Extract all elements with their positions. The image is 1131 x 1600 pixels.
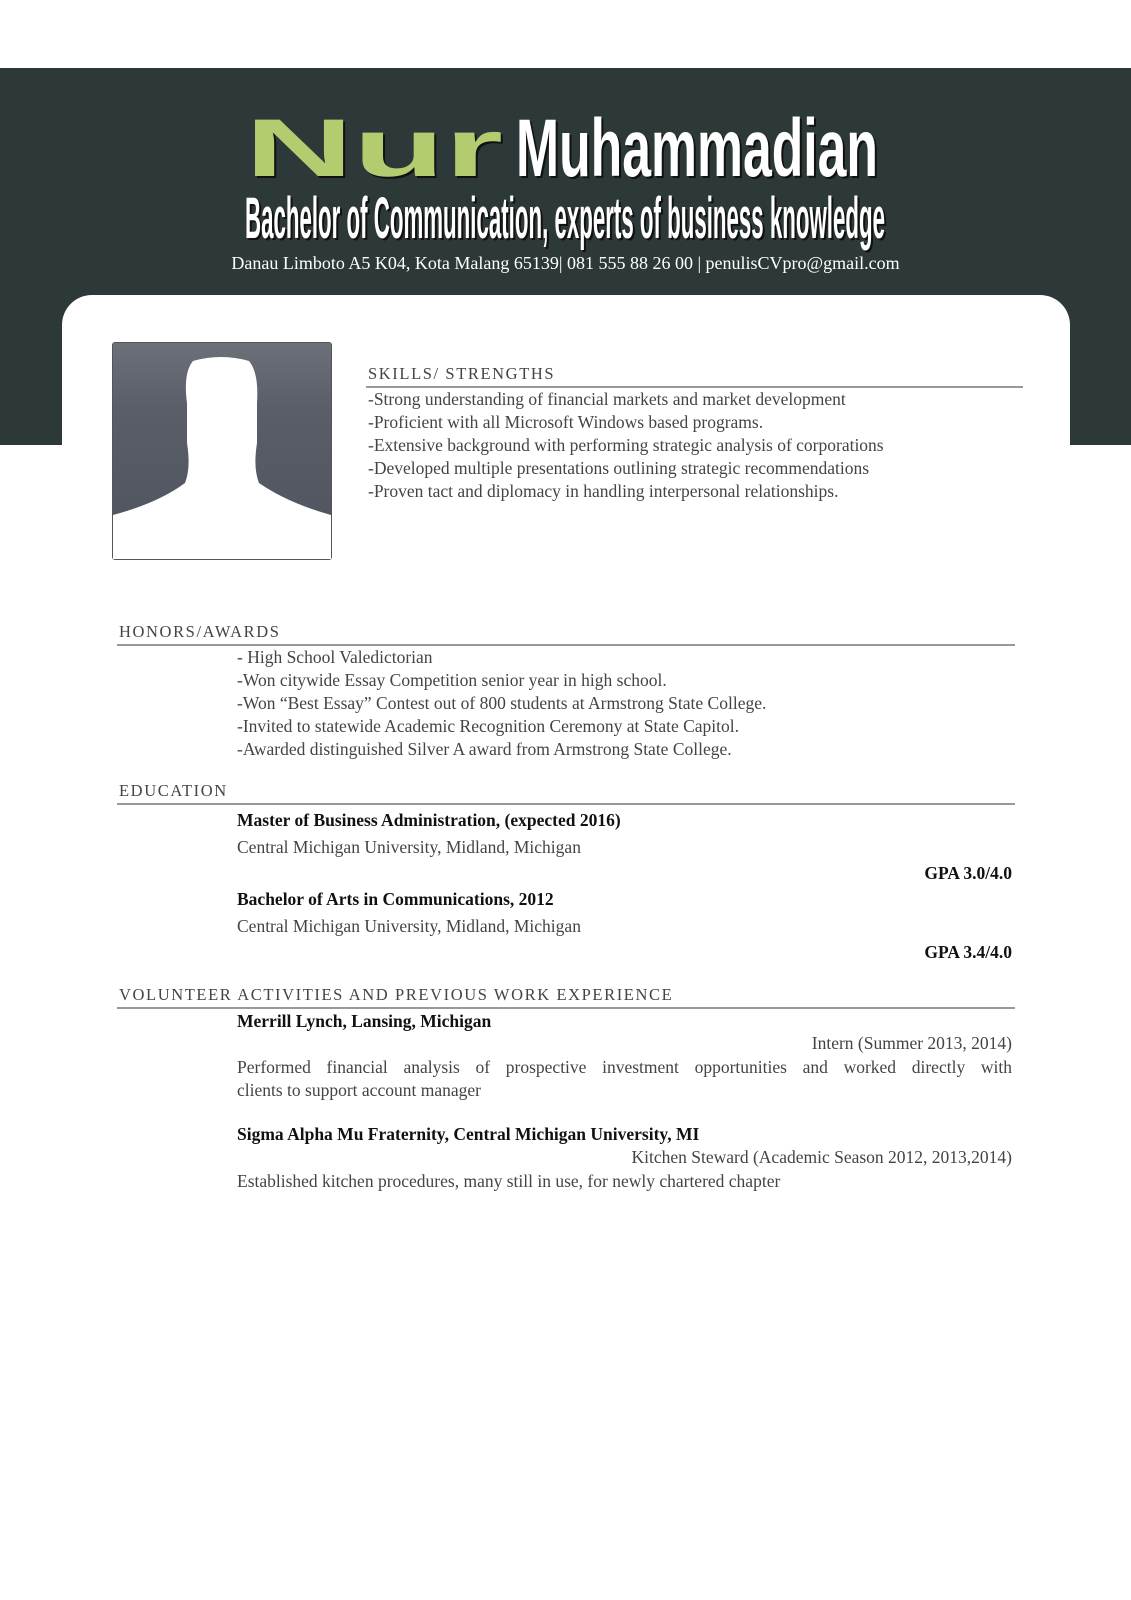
honor-item: -Invited to statewide Academic Recognition Ceremony at State Capitol. [237, 716, 740, 736]
description: Performed financial analysis of prospective investment opportunities and worked directly with [237, 1057, 1012, 1077]
skill-item: -Developed multiple presentations outlining strategic recommendations [368, 458, 870, 478]
last-name: Muhammadian [516, 103, 878, 194]
avatar-silhouette-icon [113, 343, 331, 559]
skill-item: -Proficient with all Microsoft Windows based programs. [368, 412, 764, 432]
skill-item: -Strong understanding of financial markets and market development [368, 389, 846, 409]
school-name: Central Michigan University, Midland, Michigan [237, 837, 581, 857]
degree-title: Master of Business Administration, (expected 2016) [237, 810, 621, 830]
first-name: Nur [245, 103, 503, 194]
skills-divider [366, 386, 1023, 388]
role: Intern (Summer 2013, 2014) [811, 1033, 1012, 1053]
description: Established kitchen procedures, many still in use, for newly chartered chapter [237, 1171, 781, 1191]
experience-heading: VOLUNTEER ACTIVITIES AND PREVIOUS WORK EXPERIENCE [119, 985, 674, 1004]
skill-item: -Proven tact and diplomacy in handling interpersonal relationships. [368, 481, 839, 501]
role: Kitchen Steward (Academic Season 2012, 2013,2014) [631, 1147, 1012, 1167]
honors-heading: HONORS/AWARDS [119, 622, 281, 641]
education-heading: EDUCATION [119, 781, 228, 800]
gpa: GPA 3.4/4.0 [924, 942, 1012, 962]
candidate-name [245, 103, 890, 194]
honor-item: -Awarded distinguished Silver A award from Armstrong State College. [237, 739, 732, 759]
honor-item: - High School Valedictorian [237, 647, 433, 667]
description: clients to support account manager [237, 1080, 481, 1100]
education-divider [117, 803, 1015, 805]
honor-item: -Won “Best Essay” Contest out of 800 students at Armstrong State College. [237, 693, 767, 713]
school-name: Central Michigan University, Midland, Michigan [237, 916, 581, 936]
experience-divider [117, 1007, 1015, 1009]
organization: Sigma Alpha Mu Fraternity, Central Michigan University, MI [237, 1124, 700, 1144]
organization: Merrill Lynch, Lansing, Michigan [237, 1011, 492, 1031]
skills-heading: SKILLS/ STRENGTHS [368, 364, 556, 383]
contact-info: Danau Limboto A5 K04, Kota Malang 65139| 081 555 88 26 00 | penulisCVpro@gmail.com [231, 253, 900, 273]
gpa: GPA 3.0/4.0 [924, 863, 1012, 883]
honor-item: -Won citywide Essay Competition senior year in high school. [237, 670, 667, 690]
honors-divider [117, 644, 1015, 646]
degree-title: Bachelor of Arts in Communications, 2012 [237, 889, 554, 909]
headline-text: Bachelor of Communication, experts of business knowledge [245, 186, 885, 251]
headline [245, 186, 890, 254]
profile-photo-placeholder [112, 342, 332, 560]
skill-item: -Extensive background with performing strategic analysis of corporations [368, 435, 884, 455]
